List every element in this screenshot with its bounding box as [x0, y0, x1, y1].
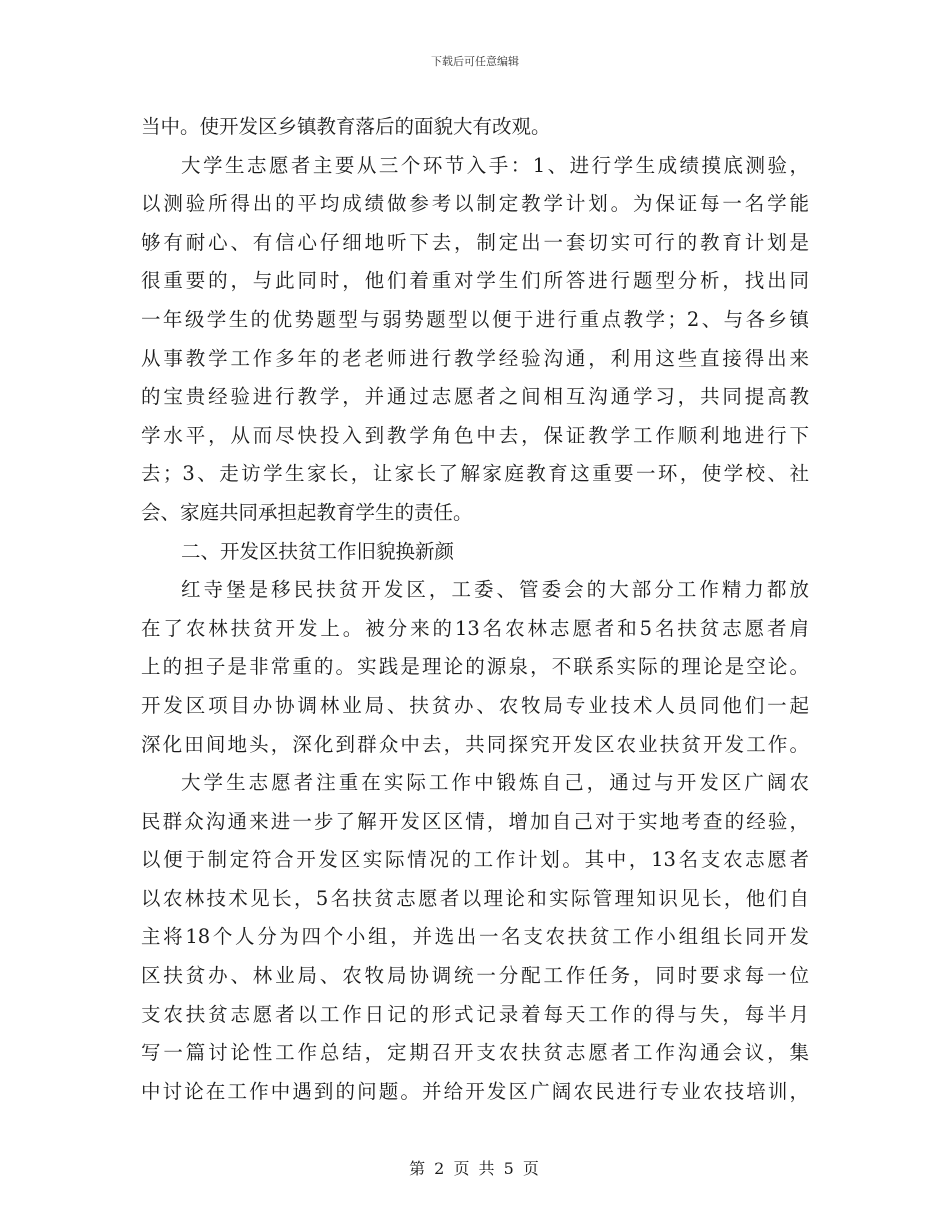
body-text-line: 在了农林扶贫开发上。被分来的13名农林志愿者和5名扶贫志愿者肩	[141, 616, 809, 640]
body-text-line: 当中。使开发区乡镇教育落后的面貌大有改观。	[141, 115, 551, 138]
body-text-line: 支农扶贫志愿者以工作日记的形式记录着每天工作的得与失，每半月	[141, 1002, 809, 1026]
body-text-line: 以农林技术见长，5名扶贫志愿者以理论和实际管理知识见长，他们自	[141, 886, 809, 910]
body-text-line: 二、开发区扶贫工作旧貌换新颜	[181, 539, 455, 563]
body-text-line: 主将18个人分为四个小组，并选出一名支农扶贫工作小组组长同开发	[141, 925, 809, 949]
page-header: 下载后可任意编辑	[431, 55, 519, 68]
body-text-line: 写一篇讨论性工作总结，定期召开支农扶贫志愿者工作沟通会议，集	[141, 1041, 809, 1065]
body-text-line: 红寺堡是移民扶贫开发区，工委、管委会的大部分工作精力都放	[181, 578, 809, 602]
body-text-line: 大学生志愿者主要从三个环节入手：1、进行学生成绩摸底测验，	[181, 153, 809, 177]
body-text-line: 会、家庭共同承担起教育学生的责任。	[141, 500, 473, 524]
body-text-line: 够有耐心、有信心仔细地听下去，制定出一套切实可行的教育计划是	[141, 230, 809, 254]
body-text-line: 以测验所得出的平均成绩做参考以制定教学计划。为保证每一名学能	[141, 192, 809, 216]
body-text-line: 开发区项目办协调林业局、扶贫办、农牧局专业技术人员同他们一起	[141, 693, 809, 717]
body-text-line: 区扶贫办、林业局、农牧局协调统一分配工作任务，同时要求每一位	[141, 964, 809, 988]
body-text-line: 上的担子是非常重的。实践是理论的源泉，不联系实际的理论是空论。	[141, 655, 809, 679]
body-text-line: 很重要的，与此同时，他们着重对学生们所答进行题型分析，找出同	[141, 269, 809, 293]
body-text-line: 一年级学生的优势题型与弱势题型以便于进行重点教学；2、与各乡镇	[141, 307, 809, 331]
body-text-line: 去；3、走访学生家长，让家长了解家庭教育这重要一环，使学校、社	[141, 462, 809, 486]
body-text-line: 从事教学工作多年的老老师进行教学经验沟通，利用这些直接得出来	[141, 346, 809, 370]
body-text-line: 民群众沟通来进一步了解开发区区情，增加自己对于实地考查的经验，	[141, 809, 809, 833]
document-body	[141, 108, 809, 1111]
body-text-line: 大学生志愿者注重在实际工作中锻炼自己，通过与开发区广阔农	[181, 771, 809, 795]
body-text-line: 的宝贵经验进行教学，并通过志愿者之间相互沟通学习，共同提高教	[141, 385, 809, 409]
body-text-line: 中讨论在工作中遇到的问题。并给开发区广阔农民进行专业农技培训，	[141, 1079, 809, 1103]
body-text-line: 以便于制定符合开发区实际情况的工作计划。其中，13名支农志愿者	[141, 848, 809, 872]
body-text-line: 深化田间地头，深化到群众中去，共同探究开发区农业扶贫开发工作。	[141, 732, 809, 756]
body-text-line: 学水平，从而尽快投入到教学角色中去，保证教学工作顺利地进行下	[141, 423, 809, 447]
page-footer: 第 2 页 共 5 页	[409, 1159, 541, 1178]
